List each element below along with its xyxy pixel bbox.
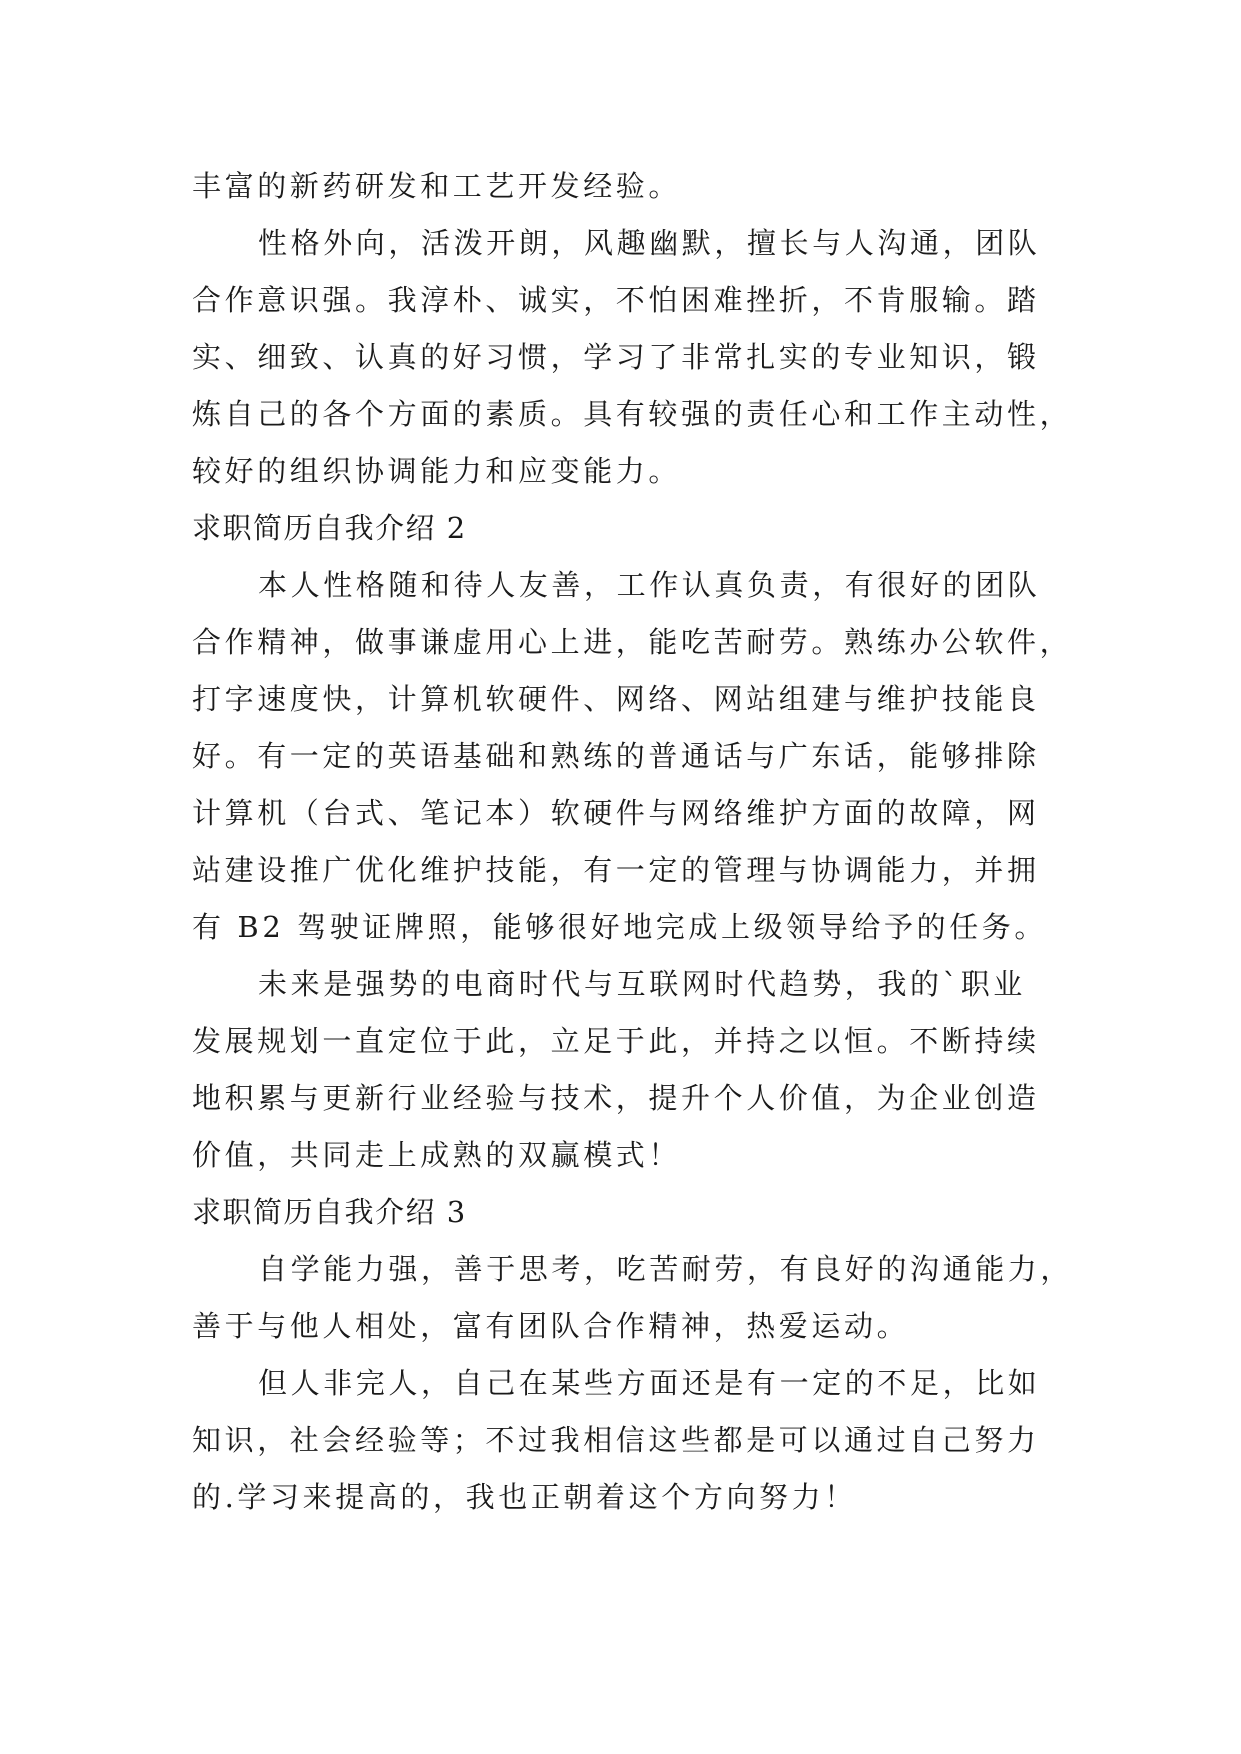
paragraph-line: 性格外向，活泼开朗，风趣幽默，擅长与人沟通，团队 [258, 226, 1041, 260]
paragraph-line: 有 B2 驾驶证牌照，能够很好地完成上级领导给予的任务。 [192, 910, 1047, 944]
paragraph-line: 自学能力强，善于思考，吃苦耐劳，有良好的沟通能力， [258, 1252, 1074, 1286]
paragraph-line: 站建设推广优化维护技能，有一定的管理与协调能力，并拥 [192, 853, 1040, 887]
paragraph-line: 丰富的新药研发和工艺开发经验。 [192, 169, 682, 203]
paragraph-line: 知识，社会经验等；不过我相信这些都是可以通过自己努力 [192, 1423, 1040, 1457]
paragraph-line: 价值，共同走上成熟的双赢模式！ [192, 1138, 682, 1172]
paragraph-line: 地积累与更新行业经验与技术，提升个人价值，为企业创造 [192, 1081, 1040, 1115]
paragraph-line: 好。有一定的英语基础和熟练的普通话与广东话，能够排除 [192, 739, 1040, 773]
section-heading: 求职简历自我介绍 3 [192, 1195, 467, 1229]
paragraph-line: 炼自己的各个方面的素质。具有较强的责任心和工作主动性， [192, 397, 1073, 431]
paragraph-line: 较好的组织协调能力和应变能力。 [192, 454, 682, 488]
paragraph-line: 打字速度快，计算机软硬件、网络、网站组建与维护技能良 [192, 682, 1040, 716]
paragraph-line: 发展规划一直定位于此，立足于此，并持之以恒。不断持续 [192, 1024, 1040, 1058]
paragraph-line: 计算机（台式、笔记本）软硬件与网络维护方面的故障，网 [192, 796, 1040, 830]
document-body [192, 158, 1074, 1526]
paragraph-line: 实、细致、认真的好习惯，学习了非常扎实的专业知识，锻 [192, 340, 1040, 374]
paragraph-line: 的.学习来提高的，我也正朝着这个方向努力！ [192, 1480, 857, 1514]
paragraph-line: 但人非完人，自己在某些方面还是有一定的不足，比如 [258, 1366, 1041, 1400]
paragraph-line: 未来是强势的电商时代与互联网时代趋势，我的`职业 [258, 967, 1026, 1001]
paragraph-line: 合作意识强。我淳朴、诚实，不怕困难挫折，不肯服输。踏 [192, 283, 1040, 317]
paragraph-line: 合作精神，做事谦虚用心上进，能吃苦耐劳。熟练办公软件， [192, 625, 1073, 659]
paragraph-line: 善于与他人相处，富有团队合作精神，热爱运动。 [192, 1309, 910, 1343]
paragraph-line: 本人性格随和待人友善，工作认真负责，有很好的团队 [258, 568, 1041, 602]
section-heading: 求职简历自我介绍 2 [192, 511, 467, 545]
